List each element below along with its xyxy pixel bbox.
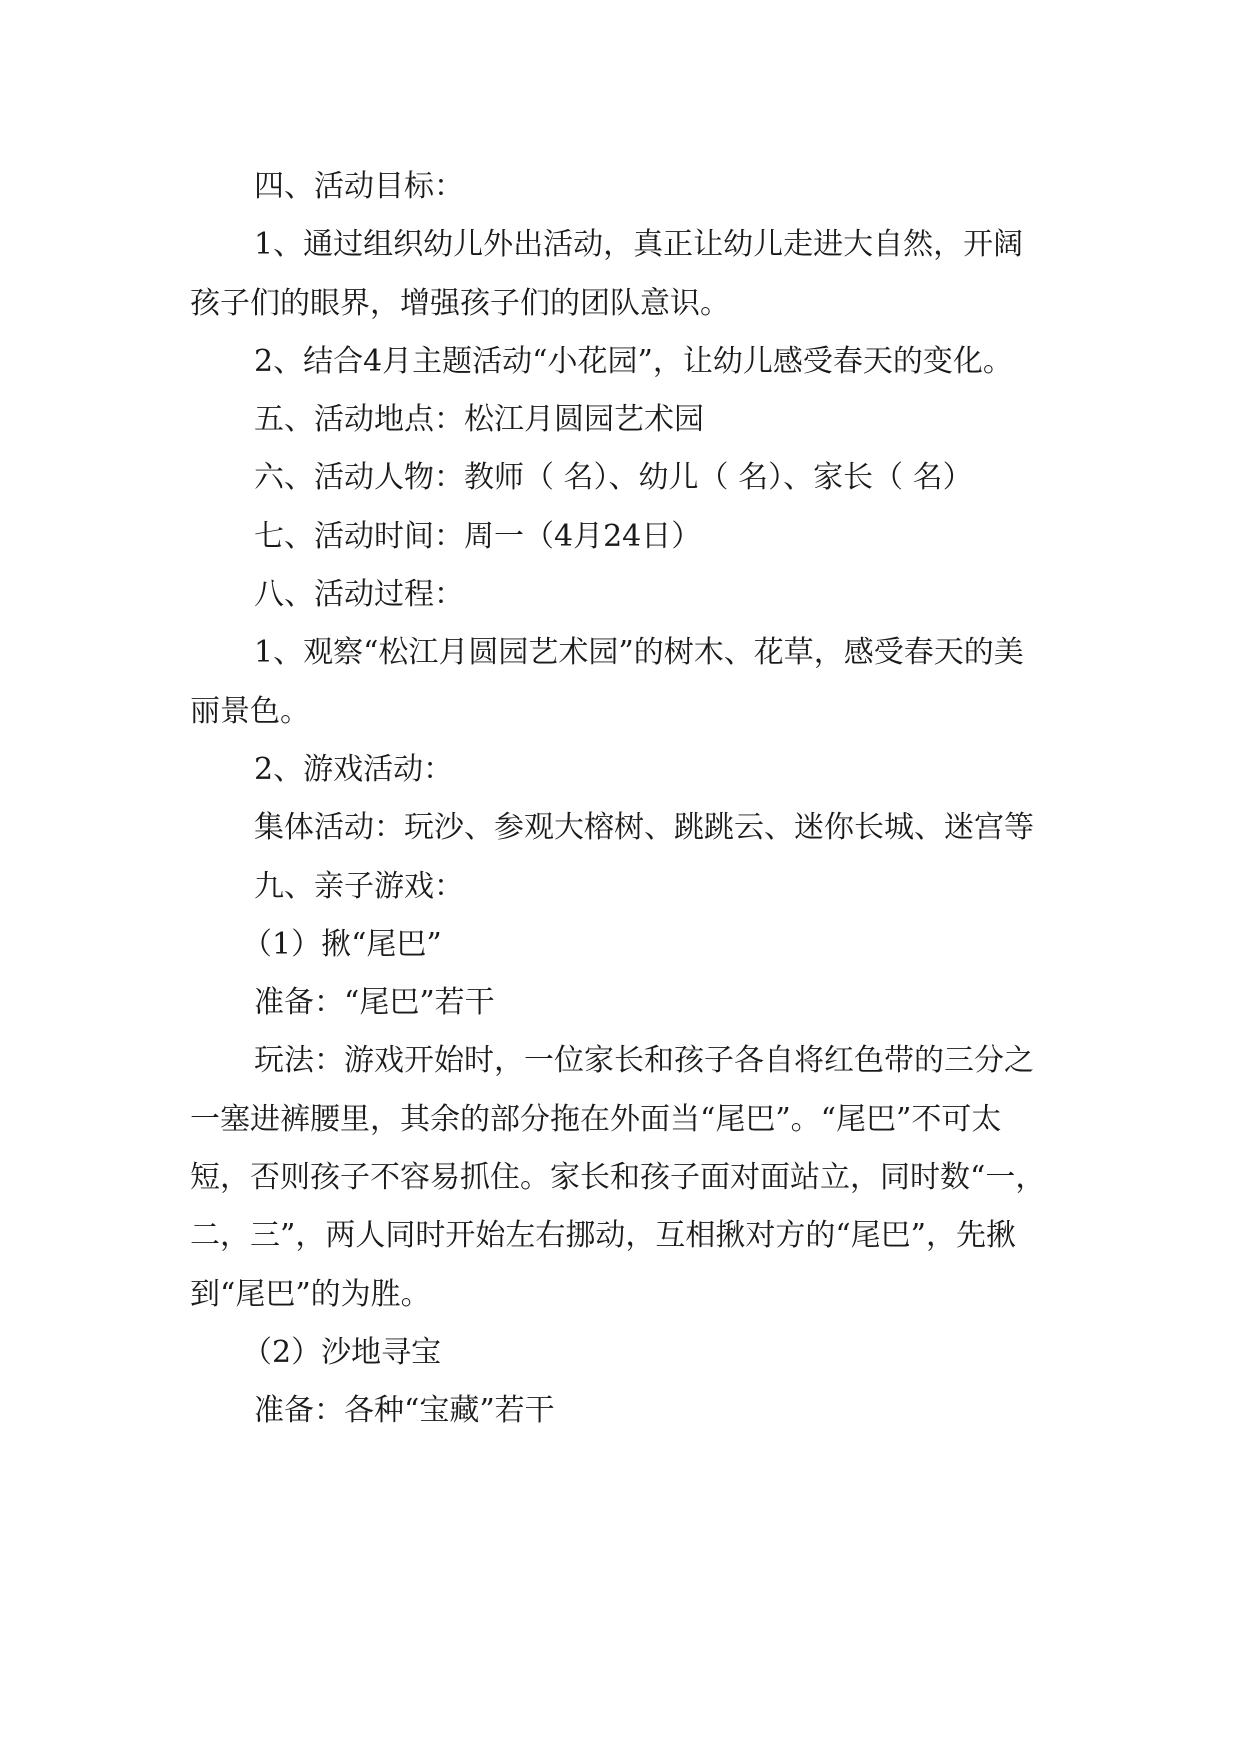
section-participants: 六、活动人物：教师（ 名）、幼儿（ 名）、家长（ 名） (254, 460, 973, 496)
game-2-preparation: 准备：各种“宝藏”若干 (254, 1393, 555, 1429)
section-heading-process: 八、活动过程： (254, 577, 464, 613)
document-body (190, 158, 1050, 1441)
goal-item-2: 2、结合4月主题活动“小花园”，让幼儿感受春天的变化。 (254, 343, 1013, 379)
section-time: 七、活动时间：周一（4月24日） (254, 518, 702, 554)
group-activities: 集体活动：玩沙、参观大榕树、跳跳云、迷你长城、迷宫等 (254, 810, 1034, 846)
section-heading-goals: 四、活动目标： (254, 169, 464, 204)
section-heading-games: 九、亲子游戏： (254, 868, 464, 904)
process-item-2: 2、游戏活动： (254, 751, 454, 787)
process-item-1: 1、观察“松江月圆园艺术园”的树木、花草，感受春天的美丽景色。 (190, 635, 1024, 729)
game-2-title: （2）沙地寻宝 (242, 1334, 442, 1370)
game-1-rules: 玩法：游戏开始时，一位家长和孩子各自将红色带的三分之一塞进裤腰里，其余的部分拖在外面当“尾巴”。“尾巴”不可太短，否则孩子不容易抓住。家长和孩子面对面站立，同时数“一，二，三”，两人同时开始左右挪动，互相揪对方的“尾巴”，先揪到“尾巴”的为胜。 (190, 1043, 1046, 1312)
game-1-title: （1）揪“尾巴” (242, 926, 442, 962)
goal-item-1: 1、通过组织幼儿外出活动，真正让幼儿走进大自然，开阔孩子们的眼界，增强孩子们的团队意识。 (190, 227, 1024, 321)
game-1-preparation: 准备：“尾巴”若干 (254, 985, 495, 1021)
section-location: 五、活动地点：松江月圆园艺术园 (254, 402, 704, 438)
